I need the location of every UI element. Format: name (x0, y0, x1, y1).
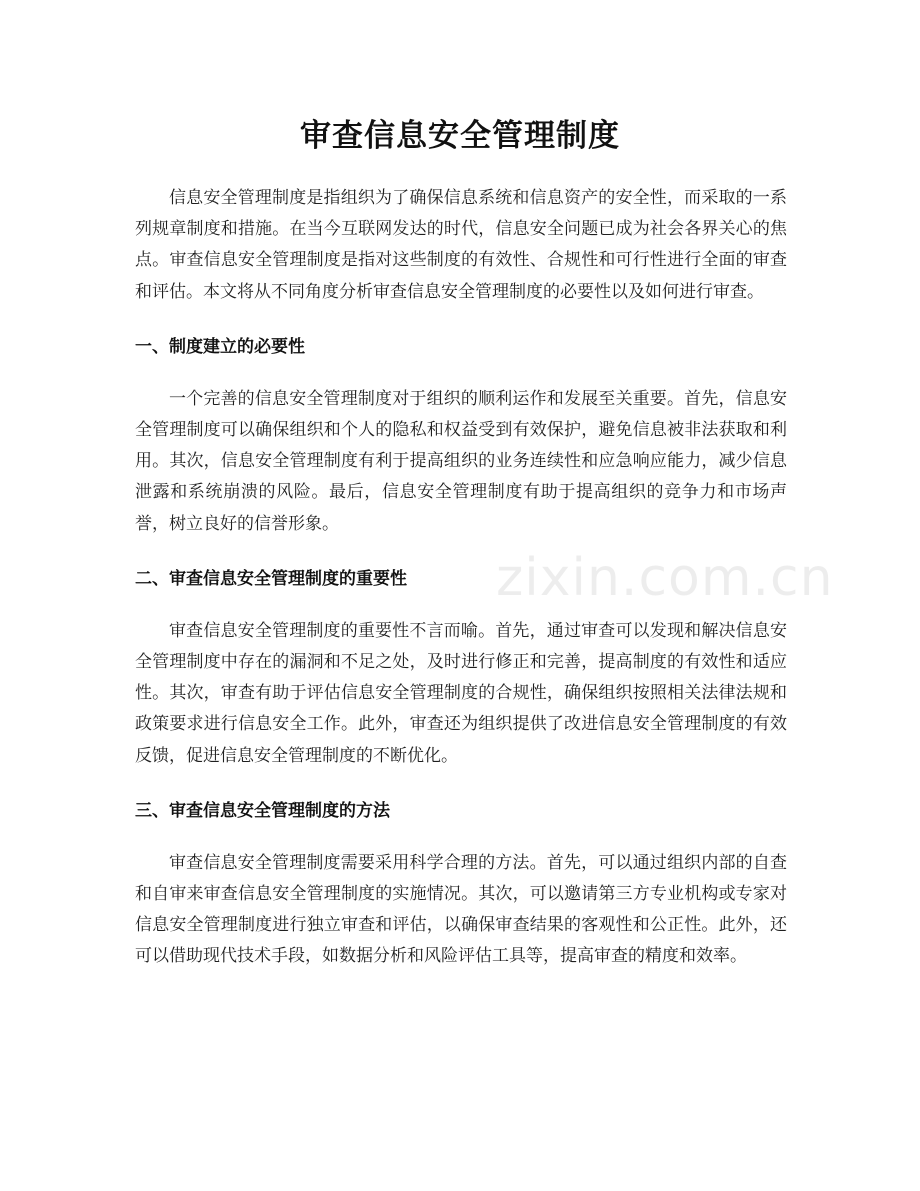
document-body (135, 183, 787, 973)
section-heading-1: 一、制度建立的必要性 (135, 336, 305, 357)
section-body-1: 一个完善的信息安全管理制度对于组织的顺利运作和发展至关重要。首先，信息安全管理制度可以确保组织和个人的隐私和权益受到有效保护，避免信息被非法获取和利用。其次，信息安全管理制度有利于提高组织的业务连续性和应急响应能力，减少信息泄露和系统崩溃的风险。最后，信息安全管理制度有助于提高组织的竞争力和市场声誉，树立良好的信誉形象。 (135, 388, 787, 534)
spacer (135, 362, 787, 384)
spacer (135, 540, 787, 564)
spacer (135, 826, 787, 848)
section-heading-3: 三、审查信息安全管理制度的方法 (135, 800, 390, 821)
section-body-3: 审查信息安全管理制度需要采用科学合理的方法。首先，可以通过组织内部的自查和自审来审查信息安全管理制度的实施情况。其次，可以邀请第三方专业机构或专家对信息安全管理制度进行独立审查和评估，以确保审查结果的客观性和公正性。此外，还可以借助现代技术手段，如数据分析和风险评估工具等，提高审查的精度和效率。 (135, 852, 787, 967)
document-title: 审查信息安全管理制度 (300, 118, 620, 154)
section-heading-2: 二、审查信息安全管理制度的重要性 (135, 568, 407, 589)
intro-paragraph: 信息安全管理制度是指组织为了确保信息系统和信息资产的安全性，而采取的一系列规章制度和措施。在当今互联网发达的时代，信息安全问题已成为社会各界关心的焦点。审查信息安全管理制度是指对这些制度的有效性、合规性和可行性进行全面的审查和评估。本文将从不同角度分析审查信息安全管理制度的必要性以及如何进行审查。 (135, 188, 787, 302)
spacer (135, 308, 787, 332)
spacer (135, 772, 787, 796)
watermark-text: zixin.com.cn (496, 548, 834, 608)
section-body-2: 审查信息安全管理制度的重要性不言而喻。首先，通过审查可以发现和解决信息安全管理制度中存在的漏洞和不足之处，及时进行修正和完善，提高制度的有效性和适应性。其次，审查有助于评估信息安全管理制度的合规性，确保组织按照相关法律法规和政策要求进行信息安全工作。此外，审查还为组织提供了改进信息安全管理制度的有效反馈，促进信息安全管理制度的不断优化。 (135, 620, 787, 766)
spacer (135, 594, 787, 616)
